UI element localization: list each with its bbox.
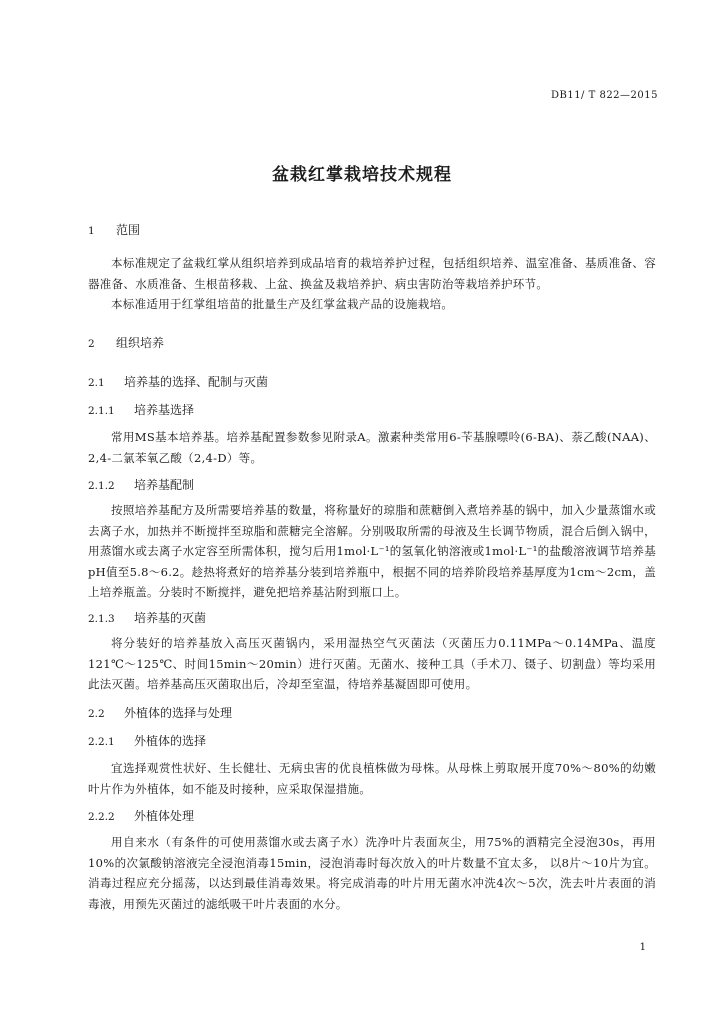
section-title: 外植体的选择 (134, 734, 207, 748)
section-2-heading (88, 334, 164, 351)
explant-treatment-paragraph: 用自来水（有条件的可使用蒸馏水或去离子水）洗净叶片表面灰尘，用75%的酒精完全浸泡30s，再用10%的次氯酸钠溶液完全浸泡消毒15min，浸泡消毒时每次放入的叶片数量不宜太多， 以8片～10片为宜。消毒过程应充分摇荡，以达到最佳消毒效果。将完成消毒的叶片用无菌水冲洗4次～5次，洗去叶片表面的消毒液，用预先灭菌过的滤纸吸干叶片表面的水分。 (88, 835, 656, 911)
section-number: 2.1.3 (88, 613, 115, 625)
medium-selection-paragraph: 常用MS基本培养基。培养基配置参数参见附录A。激素种类常用6-苄基腺嘌呤(6-BA)、萘乙酸(NAA)、2,4-二氯苯氧乙酸（2,4-D）等。 (88, 430, 656, 465)
section-title: 培养基的选择、配制与灭菌 (124, 375, 269, 389)
section-2-2-1-heading (88, 732, 206, 749)
medium-preparation-paragraph: 按照培养基配方及所需要培养基的数量，将称量好的琼脂和蔗糖倒入煮培养基的锅中，加入少量蒸馏水或去离子水，加热并不断搅拌至琼脂和蔗糖完全溶解。分别吸取所需的母液及生长调节物质，混合后倒入锅中，用蒸馏水或去离子水定容至所需体积，搅匀后用1mol·L⁻¹的氢氧化钠溶液或1mol·L⁻¹的盐酸溶液调节培养基pH值至5.8～6.2。趁热将煮好的培养基分装到培养瓶中，根据不同的培养阶段培养基厚度为1cm～2cm，盖上培养瓶盖。分装时不断搅拌，避免把培养基沾附到瓶口上。 (88, 503, 656, 599)
section-number: 2.2.2 (88, 811, 115, 823)
medium-sterilization-paragraph: 将分装好的培养基放入高压灭菌锅内，采用湿热空气灭菌法（灭菌压力0.11MPa～0.14MPa、温度121℃～125℃、时间15min～20min）进行灭菌。无菌水、接种工具（手术刀、镊子、切割盘）等均采用此法灭菌。培养基高压灭菌取出后，冷却至室温，待培养基凝固即可使用。 (88, 636, 656, 691)
section-2-2-2-heading (88, 807, 194, 824)
section-title: 培养基选择 (134, 403, 195, 417)
scope-paragraph-1: 本标准规定了盆栽红掌从组织培养到成品培育的栽培养护过程，包括组织培养、温室准备、基质准备、容器准备、水质准备、生根苗移栽、上盆、换盆及栽培养护、病虫害防治等栽培养护环节。 (88, 256, 656, 291)
section-number: 2.1 (88, 377, 105, 389)
section-number: 2.1.2 (88, 480, 115, 492)
section-2-2-heading (88, 704, 232, 721)
section-title: 外植体的选择与处理 (124, 706, 233, 720)
section-2-1-3-heading (88, 609, 206, 626)
document-title: 盆栽红掌栽培技术规程 (272, 165, 452, 185)
section-title: 范围 (116, 223, 141, 237)
section-1-heading (88, 221, 140, 238)
page-number: 1 (639, 942, 646, 953)
scope-paragraph-2: 本标准适用于红掌组培苗的批量生产及红掌盆栽产品的设施栽培。 (111, 297, 454, 311)
section-2-1-heading (88, 373, 268, 390)
section-number: 1 (88, 225, 95, 237)
document-code: DB11/ T 822—2015 (550, 90, 658, 101)
section-title: 组织培养 (116, 336, 165, 350)
section-number: 2.2.1 (88, 736, 115, 748)
section-number: 2 (88, 338, 95, 350)
section-title: 外植体处理 (134, 809, 195, 823)
section-title: 培养基的灭菌 (134, 611, 207, 625)
explant-selection-paragraph: 宜选择观赏性状好、生长健壮、无病虫害的优良植株做为母株。从母株上剪取展开度70%～80%的幼嫩叶片作为外植体，如不能及时接种，应采取保湿措施。 (88, 761, 656, 796)
section-2-1-2-heading (88, 476, 194, 493)
section-title: 培养基配制 (134, 478, 195, 492)
section-2-1-1-heading (88, 401, 194, 418)
section-number: 2.1.1 (88, 405, 115, 417)
section-number: 2.2 (88, 708, 105, 720)
